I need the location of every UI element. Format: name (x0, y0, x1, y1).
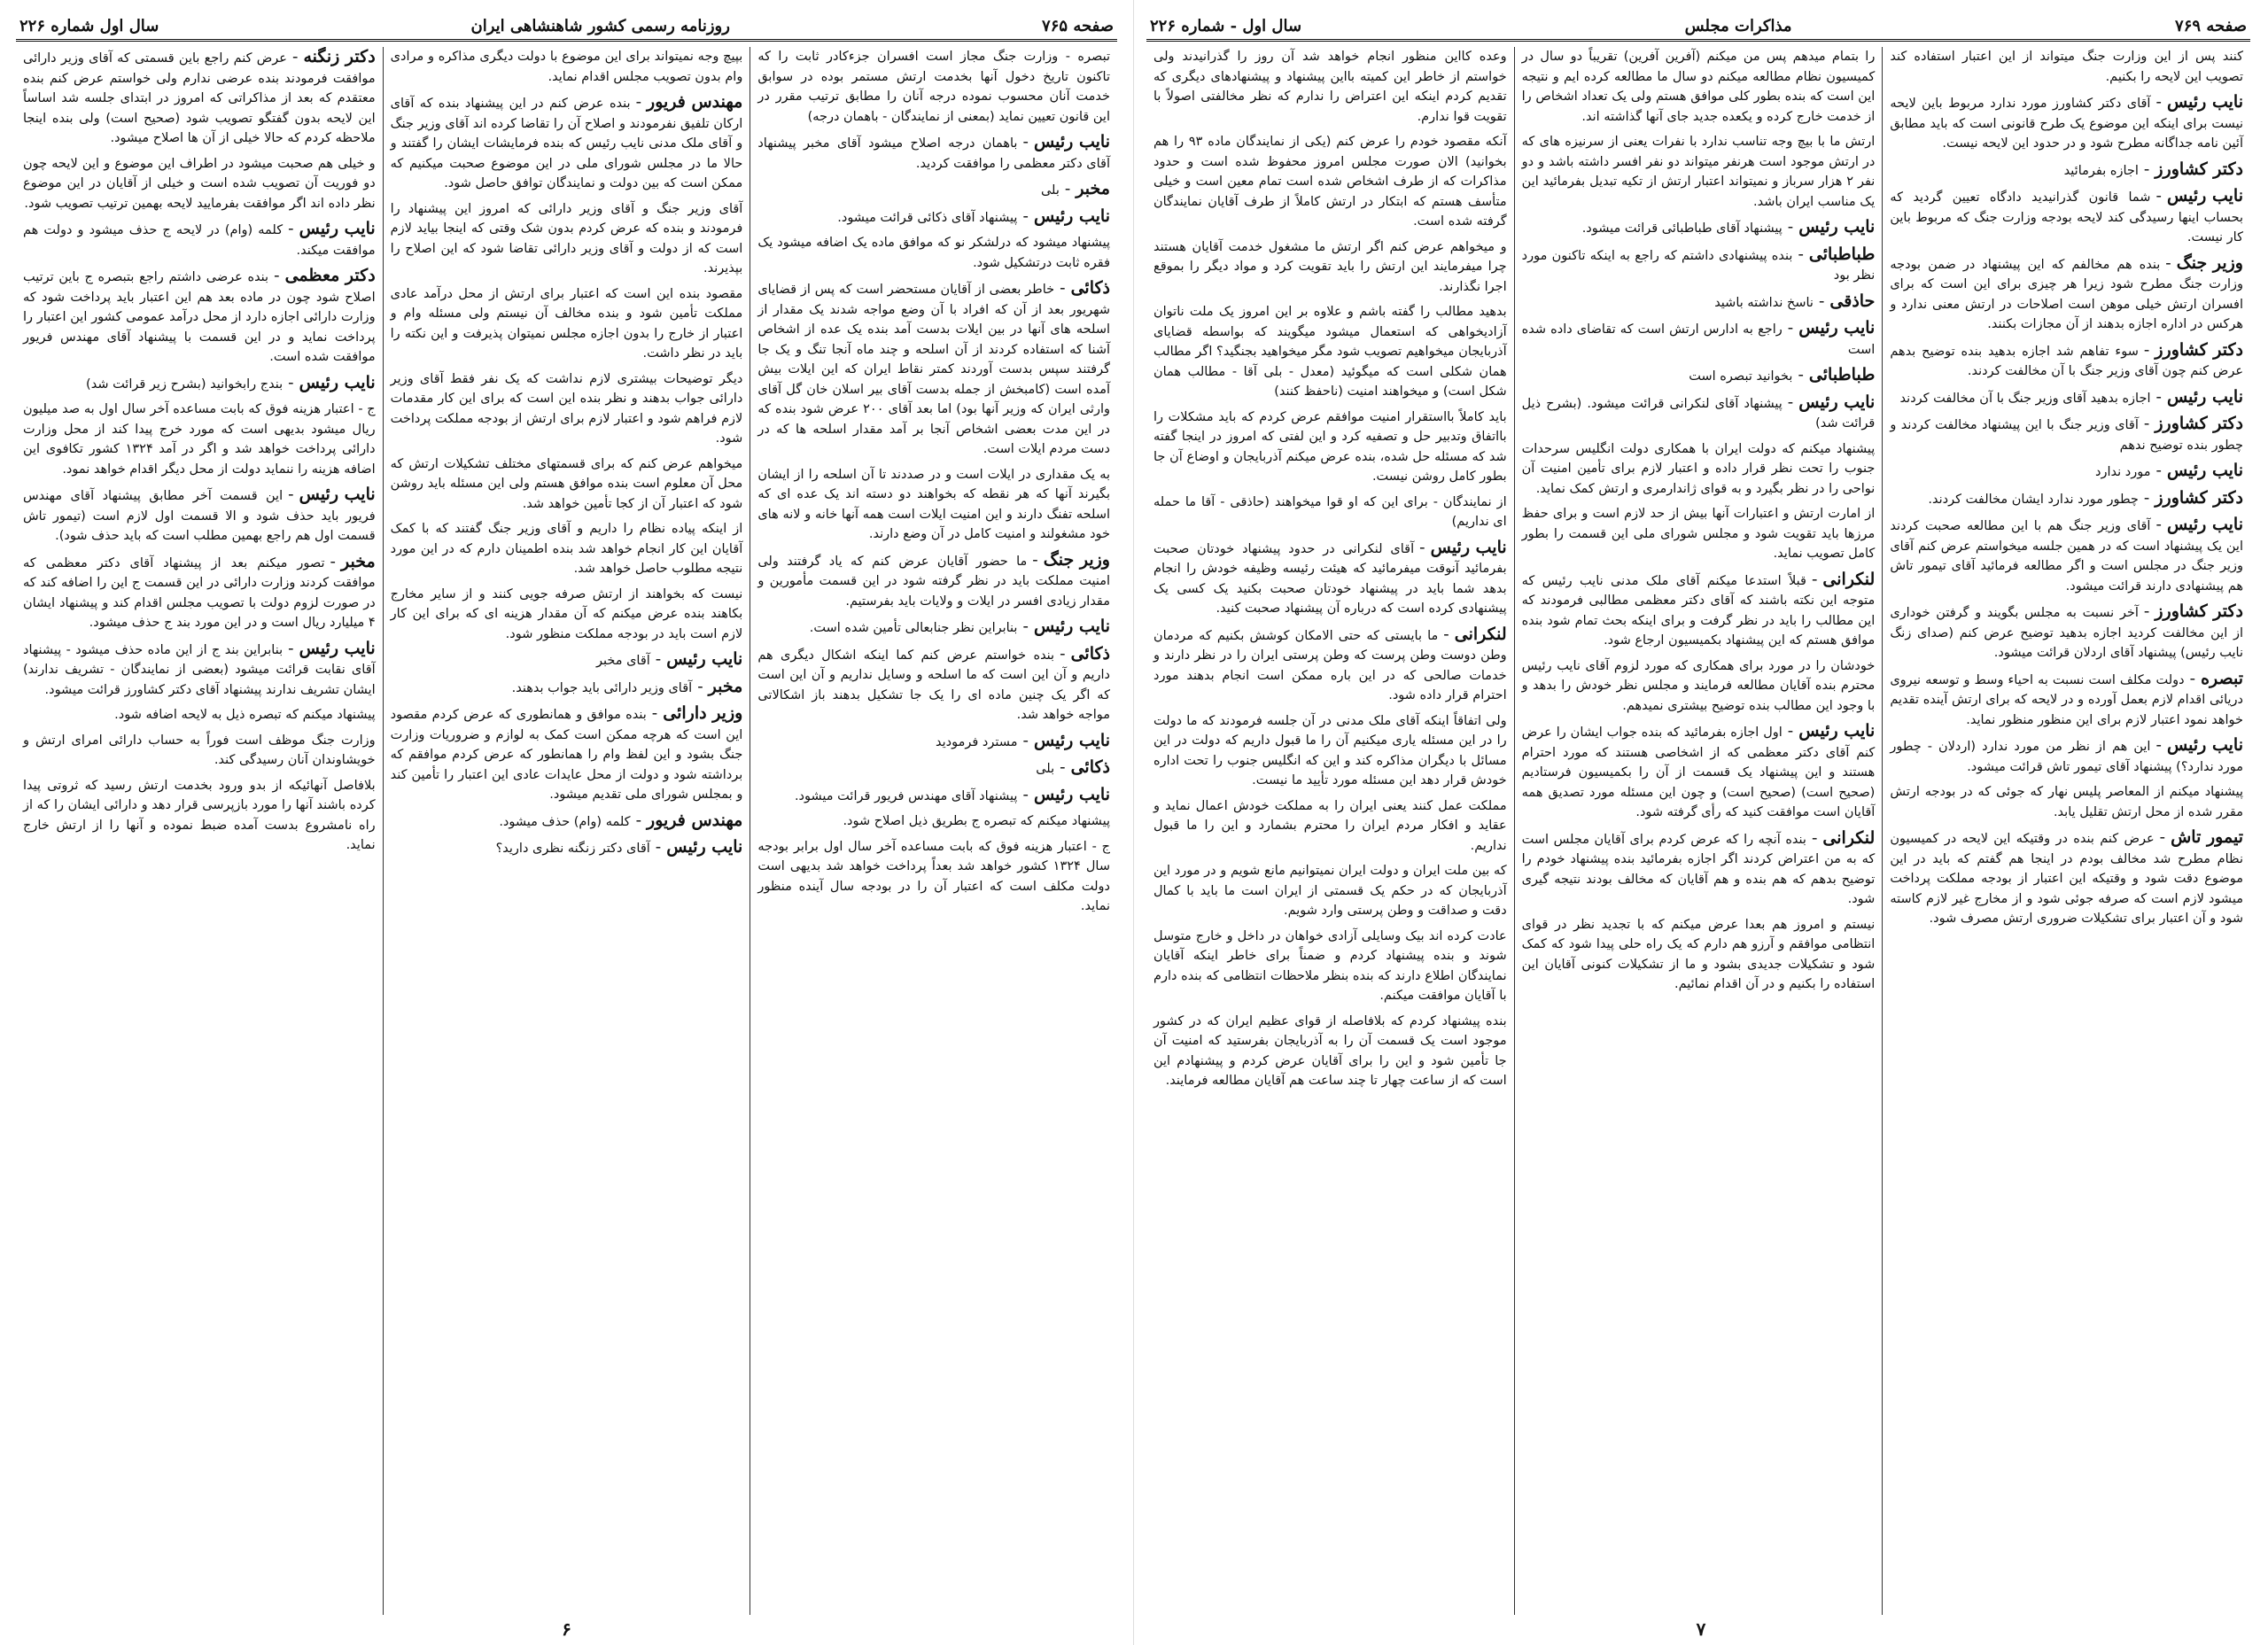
transcript-entry (1153, 927, 1507, 1006)
speech-text: بلی (1036, 762, 1055, 776)
speech-text: مملکت عمل کنند یعنی ایران را به مملکت خودش اعمال نماید و عقاید و افکار مردم ایران را محترم بشمارد و این را ما قبول نداریم. (1153, 798, 1507, 853)
speech-text: شما قانون گذرانیدید دادگاه تعیین گردید که بحساب اینها رسیدگی کند لایحه بودجه وزارت جنگ که مربوط باین کار نیست. (1890, 190, 2243, 244)
transcript-entry (757, 550, 1110, 612)
transcript-entry (1890, 340, 2243, 382)
speech-text: آقای وزیر دارائی باید جواب بدهند. (511, 680, 693, 695)
speech-text: به یک مقداری در ایلات است و در صددند تا آن اسلحه را از ایشان بگیرند آنها که هر نقطه که بخواهند دو دسته اند یک عده ای که اسلحه تفنگ دارند و این امنیت ایلات است همه آنها خانه و لانه های خود مشغولند و امنیت کامل در آن وضع دارند. (757, 467, 1110, 541)
transcript-entry (23, 400, 376, 479)
speaker-name: دکتر کشاورز - (2144, 414, 2243, 433)
speech-text: آقای مخبر (595, 654, 650, 668)
speaker-name: مخبر - (330, 552, 376, 571)
speaker-name: نایب رئیس - (1022, 785, 1110, 804)
speaker-name: مخبر - (697, 677, 742, 696)
speech-text: آقای وزیر جنگ هم با این مطالعه صحبت کردند این یک پیشنهاد است که در همین جلسه میخواستم عرض کنم آقای وزیر جنگ در مجلس است و اگر مطالعه فرمائید آقای تیمور تاش هم پیشنهادی دارند قرائت میشود. (1890, 519, 2243, 594)
speaker-name: نایب رئیس - (656, 837, 743, 857)
transcript-entry (391, 284, 743, 364)
speech-text: مقصود بنده این است که اعتبار برای ارتش از محل درآمد عادی مملکت تأمین شود و بنده مخالف آن نیستم ولی مسئله وام و اعتبار از خارج را بدون اجازه مجلس نمیتوان پذیرفت و این نکته را باید در نظر داشت. (390, 286, 743, 361)
transcript-entry (391, 369, 743, 449)
speech-text: پیشنهاد میکنم که تبصره ذیل به لایحه اضافه شود. (114, 708, 376, 722)
speech-text: از امارت ارتش و اعتبارات آنها بیش از حد لازم است و برای حفظ مرزها باید تقویت شود و مجلس شورای ملی این قسمت را بطور کامل تصویب نماید. (1521, 507, 1876, 561)
speech-text: و خیلی هم صحبت میشود در اطراف این موضوع و این لایحه چون دو فوریت آن تصویب شده است و خیلی از آقایان در این موضوع نظر داده اند اگر موافقت بفرمایید لایحه بهمین ترتیب تصویب شود. (22, 156, 376, 211)
speech-text: وزارت جنگ موظف است فوراً به حساب دارائی امرای ارتش و خویشاوندان آنان رسیدگی کند. (22, 733, 376, 767)
speech-text: بندج رابخوانید (بشرح زیر قرائت شد) (86, 376, 284, 392)
transcript-entry (757, 206, 1110, 229)
text-column (750, 47, 1117, 1615)
speech-text: خودشان را در مورد برای همکاری که مورد لزوم آقای نایب رئیس محترم بنده آقایان مطالعه فرمایند و مجلس نظر خودش را بدهد و با وجود این مطالب بنده توضیح بیشتری نمیدهم. (1521, 658, 1876, 713)
transcript-entry (23, 639, 376, 701)
transcript-entry (757, 731, 1110, 753)
speaker-name: ذکائی - (1060, 757, 1110, 777)
transcript-entry (1153, 132, 1507, 232)
speech-text: مورد ندارد (2095, 465, 2151, 479)
speech-text: کنند پس از این وزارت جنگ میتواند از این اعتبار استفاده کند تصویب این لایحه را بکنیم. (1890, 50, 2243, 84)
transcript-entry (23, 485, 376, 547)
transcript-entry (1522, 318, 1876, 360)
speaker-name: نایب رئیس - (656, 649, 743, 669)
speech-text: سوء تفاهم شد اجازه بدهید بنده توضیح بدهم عرض کنم چون آقای وزیر جنگ با آن مخالفت کردند. (1890, 344, 2243, 378)
transcript-entry (1890, 387, 2243, 409)
transcript-entry (1890, 186, 2243, 248)
transcript-entry (391, 199, 743, 279)
transcript-entry (757, 757, 1110, 780)
speaker-name: نایب رئیس - (1022, 206, 1110, 226)
speech-text: عادت کرده اند بیک وسایلی آزادی خواهان در داخل و خارج متوسل شوند و بنده پیشنهاد کردم و ضمناً برای خاطر اینکه آقایان نمایندگان اطلاع دارند که بنده بنظر ملاحظات انتظامی که بنده دارم با آقایان موافقت میکنم. (1153, 928, 1507, 1003)
speaker-name: نایب رئیس - (2155, 515, 2243, 534)
text-column (1515, 47, 1884, 1615)
speech-text: نیستم و امروز هم بعدا عرض میکنم که با تجدید نظر در قوای انتظامی موافقم و آرزو هم دارم که یک راه حلی پیدا شود که کمک شود و تشکیلات جدیدی بشود و ما از تشکیلات کنونی آقایان این استفاده را بکنیم و در آن اقدام نمائیم. (1521, 917, 1876, 991)
speech-text: اجازه بدهید آقای وزیر جنگ با آن مخالفت کردند (1899, 391, 2151, 406)
transcript-entry (23, 154, 376, 214)
transcript-entry (757, 617, 1110, 639)
text-column (1146, 47, 1515, 1615)
transcript-entry (1153, 796, 1507, 857)
transcript-entry (1153, 493, 1507, 532)
speaker-name: نایب رئیس - (288, 373, 376, 392)
transcript-entry (1522, 217, 1876, 239)
transcript-entry (757, 179, 1110, 201)
page-header (16, 12, 1117, 42)
speaker-name: لنکرانی - (1443, 625, 1506, 644)
speech-text: آقای وزیر جنگ با این پیشنهاد مخالفت کردند و چطور بنده توضیح ندهم (1890, 418, 2243, 453)
page-number: ۶ (562, 1618, 571, 1640)
transcript-entry (1890, 253, 2243, 335)
transcript-entry (1153, 302, 1507, 402)
transcript-entry (391, 519, 743, 579)
speech-text: بنابراین بند ج از این ماده حذف میشود - پیشنهاد آقای نقابت قرائت میشود (بعضی از نمایندگان - تشریف ندارند) ایشان تشریف ندارند پیشنهاد آقای دکتر کشاورز قرائت میشود. (22, 642, 376, 697)
speech-text: این هم از نظر من مورد ندارد (اردلان - چطور مورد ندارد؟) پیشنهاد آقای تیمور تاش قرائت میشود. (1890, 740, 2243, 774)
transcript-entry (391, 47, 743, 87)
speech-text: دیگر توضیحات بیشتری لازم نداشت که یک نفر فقط آقای وزیر دارائی جواب بدهند و نظر بنده این است که برای این کار مقدمات لازم فراهم شود و اعتبار لازم برای ارتش از بودجه مملکت پرداخت شود. (390, 371, 743, 446)
speaker-name: نایب رئیس - (2155, 387, 2243, 407)
transcript-entry (1890, 92, 2243, 154)
speaker-name: ذکائی - (1060, 644, 1110, 663)
speech-text: پیشنهاد میشود که درلشکر نو که موافق ماده یک اضافه میشود یک فقره ثابت درتشکیل شود. (757, 236, 1110, 270)
transcript-entry (1522, 915, 1876, 995)
columns-right (16, 47, 1117, 1615)
speech-text: تصور میکنم بعد از پیشنهاد آقای دکتر معظمی که موافقت کردند وزارت دارائی در این قسمت ج این را اضافه کند که در صورت لزوم دولت با تصویب مجلس اقدام کند و پیشنهاد ایشان ۴ میلیارد ریال است و در این مورد بند ج حذف میشود. (22, 555, 376, 630)
transcript-entry (1522, 47, 1876, 127)
speaker-name: نایب رئیس - (2155, 186, 2243, 206)
transcript-entry (1153, 1012, 1507, 1091)
speech-text: ج - اعتبار هزینه فوق که بابت مساعده آخر سال اول برابر بودجه سال ۱۳۲۴ کشور خواهد شد بعداً پرداخت خواهد شد بدیهی است دولت مکلف است که اعتبار آن را در بودجه سال آینده منظور نماید. (757, 839, 1110, 913)
page-header (1146, 12, 2250, 42)
speech-text: بخوانید تبصره است (1689, 369, 1793, 384)
speech-text: این قسمت آخر مطابق پیشنهاد آقای مهندس فریور باید حذف شود و الا قسمت اول لازم است (تیمور تاش قسمت اول هم راجع بهمین مطلب است که باید حذف شود). (22, 489, 376, 543)
speaker-name: وزیر دارائی - (652, 703, 743, 723)
transcript-entry (1890, 782, 2243, 822)
transcript-entry (1522, 439, 1876, 500)
speaker-name: نایب رئیس - (1788, 392, 1876, 412)
speaker-name: دکتر کشاورز - (2144, 159, 2243, 179)
speaker-name: ذکائی - (1060, 278, 1110, 298)
transcript-entry (1522, 570, 1876, 651)
speech-text: مسترد فرمودید (936, 734, 1018, 749)
speech-text: اول اجازه بفرمائید که بنده جواب ایشان را عرض کنم آقای دکتر معظمی که از اشخاصی هستند که مورد احترام هستند و این پیشنهاد یک قسمت از آن را بکمیسیون فرستادیم (صحیح است) (صحیح است) و چون این مسئله مورد تصدیق همه آقایان است موافقت کنید که رأی گرفته شود. (1521, 726, 1876, 819)
speech-text: تبصره - وزارت جنگ مجاز است افسران جزءکادر ثابت را که تاکنون تاریخ دخول آنها بخدمت ارتش مستمر بوده در سوابق خدمت آنان محسوب نموده درجه آنان را مطابق ترتیب مقرر در این قانون تعیین نماید (بمعنی از نمایندگان - باهمان درجه) (757, 50, 1110, 124)
speech-text: ناسخ نداشته باشید (1714, 295, 1814, 310)
transcript-entry (23, 731, 376, 771)
page-label: صفحه ۷۶۵ (1042, 16, 1114, 35)
speaker-name: نایب رئیس - (288, 639, 376, 658)
transcript-entry (1890, 827, 2243, 929)
speaker-name: تبصره - (2190, 669, 2243, 688)
transcript-entry (1890, 735, 2243, 777)
speech-text: آنکه مقصود خودم را عرض کنم (یکی از نمایندگان ماده ۹۳ را هم بخوانید) الان صورت مجلس امروز محفوظ شده است و حدود مذاکرات که از طرف اشخاص شده است تمام معین است و خیلی متأسف هستم که ابتکار در ارتش کاملاً از طرف آقایان نمایندگان گرفته شده است. (1153, 135, 1507, 229)
transcript-entry (1522, 656, 1876, 717)
transcript-entry (1890, 47, 2243, 87)
transcript-entry (757, 644, 1110, 726)
speaker-name: نایب رئیس - (1788, 721, 1876, 741)
speech-text: ج - اعتبار هزینه فوق که بابت مساعده آخر سال اول به صد میلیون ریال میشود بدیهی است که مورد خرج پیدا کند از محل وزارت دارائی پرداخت خواهد شد و اگر در آمد ۱۳۲۴ کشور تکافوی این اضافه هزینه را ننماید دولت از محل دیگر اقدام خواهد نمود. (22, 402, 376, 477)
speech-text: ما حضور آقایان عرض کنم که یاد گرفتند ولی امنیت مملکت باید در نظر گرفته شود در این قسمت مأمورین و مقدار زیادی افسر در ایلات و ولایات باید بفرستیم. (757, 554, 1110, 609)
speaker-name: دکتر کشاورز - (2144, 601, 2243, 621)
transcript-entry (1890, 159, 2243, 182)
speech-text: اجازه بفرمائید (2063, 163, 2139, 178)
speech-text: بنده هم مخالفم که این پیشنهاد در ضمن بودجه وزارت جنگ مطرح شود زیرا هر چیزی برای این است که برای افسران ارتش خیلی موهن است اصلاحات در ارتش معنی ندارد و هرکس در اداره اجازه بدهند از آن مجازات بکنند. (1890, 257, 2243, 331)
speech-text: بنده آنچه را که عرض کردم برای آقایان مجلس است که به من اعتراض کردند اگر اجازه بفرمائید بنده پیشنهاد خودم را توضیح بدهم که هم بنده و هم آقایان که مخالف بودند نتیجه گیری شود. (1521, 832, 1876, 906)
text-column (16, 47, 384, 1615)
speech-text: بدهید مطالب را گفته باشم و علاوه بر این امروز یک ملت ناتوان آزادیخواهی که استعمال میشود میگویند که بواسطه قضایای آذربایجان میخواهیم تصویب شود مگر میخواهید بجنگید؟ اگر مطالب همان شکلی است که میگوئید (معدل - بلی آقا - مطالب همان شکل است) و میخواهند امنیت (ناحفظ کنند) (1153, 305, 1507, 399)
transcript-entry (1522, 291, 1876, 314)
speech-text: چطور مورد ندارد ایشان مخالفت کردند. (1928, 492, 2139, 507)
columns-left (1146, 47, 2250, 1615)
transcript-entry (1890, 601, 2243, 663)
transcript-entry (1522, 828, 1876, 910)
transcript-entry (23, 219, 376, 260)
transcript-entry (1153, 47, 1507, 127)
transcript-entry (757, 278, 1110, 460)
speaker-name: نایب رئیس - (1788, 217, 1876, 237)
speech-text: آقای لنکرانی در حدود پیشنهاد خودتان صحبت بفرمائید آنوقت میفرمائید که هیئت رئیسه وظیفه خودش را انجام بدهد شما باید در پیشنهاد خودتان صحبت بکنید یک کسی یک پیشنهادی کرده است که درباره آن پیشنهاد صحبت کنید. (1153, 541, 1507, 616)
issue-number: سال اول شماره ۲۲۶ (19, 16, 159, 35)
speech-text: پیشنهاد میکنم که دولت ایران با همکاری دولت انگلیس سرحدات جنوب را تحت نظر قرار داده و اعتبار لازم برای تأمین امنیت آن نواحی را در نظر بگیرد و به قوای ژاندارمری و ارتش کمک نماید. (1521, 441, 1876, 496)
page-number: ۷ (1696, 1618, 1706, 1640)
transcript-entry (391, 92, 743, 194)
speaker-name: نایب رئیس - (1022, 132, 1110, 151)
speech-text: بلی (1040, 183, 1060, 198)
transcript-entry (757, 811, 1110, 832)
speech-text: بنده عرضی داشتم راجع بتبصره ج باین ترتیب اصلاح شود چون در ماده بعد هم این اعتبار باید پرداخت شود که وزارت دارائی اجازه دارد از محل درآمد عمومی کشور این اعتبار را پرداخت نماید و در این قسمت با پیشنهاد آقای مهندس فریور موافقت شده است. (22, 270, 376, 364)
speech-text: پیشنهاد میکنم که تبصره ج بطریق ذیل اصلاح شود. (843, 814, 1110, 828)
transcript-entry (1890, 414, 2243, 455)
speech-text: را بتمام میدهم پس من میکنم (آفرین آفرین) تقریباً دو سال در کمیسیون نظام مطالعه میکنم دو سال ما مطالعه کرده ایم و نتیجه این است که بنده بطور کلی موافق هستم ولی یک تعداد اشخاص را از خدمت خارج کرده و یکعده جدید جای آنها گذاشته اند. (1521, 50, 1876, 124)
speaker-name: مخبر - (1065, 179, 1110, 198)
speech-text: دولت مکلف است نسبت به احیاء وسط و توسعه نیروی دریائی اقدام لازم بعمل آورده و در لایحه که برای ارتش آینده تقدیم خواهد نمود اعتبار لازم برای این منظور منظور نماید. (1890, 672, 2243, 727)
speech-text: بنده موافق و همانطوری که عرض کردم مقصود این است که هرچه ممکن است کمک به لوازم و ضروریات وزارت جنگ بشود و این لفظ وام را همانطور که عرض کردم موافقم که برداشته شود و دولت از محل عایدات عادی این اعتبار را تأمین کند و بمجلس شورای ملی تقدیم میشود. (390, 708, 743, 802)
speech-text: ارتش ما با بیچ وجه تناسب ندارد با نفرات یعنی از سرنیزه های که در ارتش موجود است هرنفر میتواند دو نفر افسر داشته باشد و دو نفر ۲ هزار سرباز و نمیتواند اعتبار ارتش از تکیه تبدیل بفرمائید این یک مناسب ایران باشد. (1521, 135, 1876, 209)
transcript-entry (23, 373, 376, 395)
transcript-entry (391, 703, 743, 805)
speech-text: آقای وزیر جنگ و آقای وزیر دارائی که امروز این پیشنهاد را فرمودند و بنده که عرض کردم بدون شک وقتی که اینجا بیاید لازم است که از دولت و آقای وزیر دارائی تقاضا شود که این اصلاح را بپذیرند. (390, 201, 743, 275)
transcript-entry (1153, 407, 1507, 487)
speaker-name: لنکرانی - (1812, 828, 1875, 848)
page-left (1134, 0, 2268, 1645)
transcript-entry (757, 47, 1110, 127)
page-label: صفحه ۷۶۹ (2175, 16, 2247, 35)
speaker-name: نایب رئیس - (2155, 461, 2243, 480)
speech-text: کلمه (وام) در لایحه ج حذف میشود و دولت هم موافقت میکند. (22, 223, 376, 258)
speaker-name: مهندس فریور - (636, 92, 743, 112)
transcript-entry (23, 47, 376, 149)
transcript-entry (757, 465, 1110, 545)
speaker-name: نایب رئیس - (288, 219, 376, 238)
transcript-entry (1522, 504, 1876, 564)
speaker-name: دکتر کشاورز - (2144, 340, 2243, 360)
speech-text: بلافاصل آنهائیکه از بدو ورود بخدمت ارتش رسید که ثروتی پیدا کرده باشند آنها را مورد بازپرسی قرار دهد و دارائی ایشان را که از راه نامشروع بدست آمده ضبط نموده و آنها را از ارتش خارج نماید. (22, 778, 376, 852)
speaker-name: دکتر زنگنه - (292, 47, 376, 66)
speech-text: پیشنهاد میکنم از المعاصر پلیس نهار که جوئی که در بودجه ارتش مقرر شده از محل ارتش تقلیل یابد. (1890, 785, 2243, 819)
speaker-name: وزیر جنگ - (2165, 253, 2243, 273)
speech-text: بنده پیشنهاد کردم که بلافاصله از قوای عظیم ایران که در کشور موجود است یک قسمت آن را به آذربایجان بفرستید که امنیت آن جا تأمین شود و این را برای آقایان عرض کردم و پیشنهادم این است که از ساعت چهار تا چند ساعت هم آقایان مطالعه فرمایند. (1153, 1013, 1507, 1088)
speech-text: عرض کنم بنده در وقتیکه این لایحه در کمیسیون نظام مطرح شد مخالف بودم در اینجا هم گفتم که باید در این موضوع دقت شود و وقتیکه این اعتبار از بودجه مملکت پرداخت میشود لازم است که صرفه جوئی شود و از مخارج غیر لازم کاسته شود و آن اعتبار برای تشکیلات ضروری ارتش مصرف شود. (1890, 832, 2243, 926)
speech-text: از اینکه پیاده نظام را داریم و آقای وزیر جنگ گفتند که با کمک آقایان این کار انجام خواهد شد بنده اطمینان دارم که در این مورد نتیجه مطلوب حاصل خواهد شد. (390, 522, 743, 576)
speech-text: کلمه (وام) حذف میشود. (499, 814, 631, 829)
speech-text: ولی اتفاقاً اینکه آقای ملک مدنی در آن جلسه فرمودند که ما دولت را در این مسئله یاری میکنیم آن را ما قبول داریم که دولت در این مسائل با دیگران مذاکره کند و این که انگلیس جنوب را تحت اداره خودش قرار دهد این مسئله مورد تأیید ما نیست. (1153, 713, 1507, 788)
speech-text: آقای دکتر زنگنه نظری دارید؟ (495, 842, 650, 856)
transcript-entry (23, 552, 376, 633)
speech-text: پیشنهاد آقای ذکائی قرائت میشود. (837, 210, 1018, 225)
speech-text: بپیچ وجه نمیتواند برای این موضوع با دولت دیگری مذاکره و مرادی وام بدون تصویب مجلس اقدام نماید. (390, 50, 743, 84)
transcript-entry (1522, 244, 1876, 286)
speech-text: که بین ملت ایران و دولت ایران نمیتوانیم مانع شویم و در مورد این آذربایجان که در حکم یک قسمتی از ایران است ما باید با کمال دقت و صداقت و وطن پرستی وارد شویم. (1153, 864, 1507, 918)
transcript-entry (1522, 721, 1876, 823)
transcript-entry (23, 266, 376, 368)
speech-text: بنابراین نظر جنابعالی تأمین شده است. (809, 621, 1018, 635)
speaker-name: نایب رئیس - (288, 485, 376, 504)
speech-text: بنده خواستم عرض کنم کما اینکه اشکال دیگری هم داریم و آن این است که ما اسلحه و وسایل نداریم و آن این است که اگر یک چنین ماده ای را یک جا تشکیل بدهند باز اشکالاتی مواجه خواهد شد. (757, 648, 1110, 722)
issue-number: سال اول - شماره ۲۲۶ (1150, 16, 1302, 35)
speaker-name: حاذقی - (1819, 291, 1875, 311)
speech-text: باید کاملاً بااستقرار امنیت موافقم عرض کردم که باید مشکلات را بااتفاق وتدبیر حل و تصفیه کرد و این لفتی که امروز در اینجا گفته شد که مسئله حل شده، بنده عرض میکنم آذربایجان و اوضاع آن جا بطور کامل روشن نیست. (1153, 409, 1507, 484)
speaker-name: نایب رئیس - (2155, 735, 2243, 755)
speech-text: بنده پیشنهادی داشتم که راجع به اینکه تاکنون مورد نظر بود (1521, 248, 1876, 283)
speech-text: ما بایستی که حتی الامکان کوشش بکنیم که مردمان وطن دوست وطن پرست که وطن پرستی ایران را در نظر دارند و خدمات صالحی که در این باره ممکن است انجام بدهند مورد احترام قرار داده شود. (1153, 628, 1507, 702)
speech-text: پیشنهاد آقای لنکرانی قرائت میشود. (بشرح ذیل قرائت شد) (1521, 396, 1876, 431)
transcript-entry (23, 705, 376, 726)
transcript-entry (1890, 488, 2243, 510)
transcript-entry (391, 837, 743, 859)
speech-text: آقای دکتر کشاورز مورد ندارد مربوط باین لایحه نیست برای اینکه این موضوع یک طرح قانونی است که باید مطابق آئین نامه جداگانه مطرح شود و در حدود این لایحه نیست. (1890, 97, 2243, 151)
transcript-entry (1890, 461, 2243, 483)
transcript-entry (391, 811, 743, 833)
transcript-entry (391, 454, 743, 515)
speech-text: باهمان درجه اصلاح میشود آقای مخبر پیشنهاد آقای دکتر معظمی را موافقت کردید. (757, 136, 1110, 171)
speech-text: میخواهم عرض کنم که برای قسمتهای مختلف تشکیلات ارتش که محل آن معلوم است بنده موافق هستم ولی این مسئله باید روشن شود که اعتبار آن از کجا تأمین خواهد شد. (390, 456, 743, 511)
transcript-entry (1522, 365, 1876, 387)
speech-text: آخر نسبت به مجلس بگویند و گرفتن خوداری از این مخالفت کردید اجازه بدهید توضیح عرض کنم (صدای زنگ نایب رئیس) پیشنهاد آقای اردلان قرائت میشود. (1890, 606, 2243, 660)
speech-text: قبلاً استدعا میکنم آقای ملک مدنی نایب رئیس که متوجه این نکته باشند که آقای دکتر معظمی مطالبی فرمودند که این مطالب را باید در نظر گرفت و برای اینکه بحث تمام شود بنده موافق هستم که این پیشنهاد بکمیسیون ارجاع شود. (1521, 573, 1876, 648)
transcript-entry (391, 585, 743, 645)
speaker-name: طباطبائی - (1798, 244, 1875, 264)
speech-text: پیشنهاد آقای طباطبائی قرائت میشود. (1581, 221, 1783, 236)
transcript-entry (1522, 132, 1876, 212)
speaker-name: نایب رئیس - (1788, 318, 1876, 338)
transcript-entry (1890, 669, 2243, 731)
speech-text: پیشنهاد آقای مهندس فریور قرائت میشود. (794, 788, 1018, 803)
speaker-name: دکتر کشاورز - (2144, 488, 2243, 508)
transcript-entry (1153, 711, 1507, 791)
page-title: مذاکرات مجلس (1684, 16, 1792, 35)
text-column (1883, 47, 2250, 1615)
speech-text: عرض کنم راجع باین قسمتی که آقای وزیر دارائی موافقت فرمودند بنده عرضی ندارم ولی خواستم عرض کنم بنده معتقدم که بعد از مذاکراتی که امروز در ابتدای جلسه شد اساساً این لایحه بدون گفتگو تصویب شود (صحیح است) ولی بنده اینجا ملاحظه کردم که حالا خیلی از آن ها اصلاح میشود. (22, 51, 376, 145)
text-column (384, 47, 751, 1615)
transcript-entry (757, 785, 1110, 807)
speaker-name: مهندس فریور - (636, 811, 743, 830)
speaker-name: نایب رئیس - (2155, 92, 2243, 112)
speaker-name: وزیر جنگ - (1032, 550, 1110, 570)
speech-text: نیست که بخواهند از ارتش صرفه جویی کنند و از سایر مخارج بکاهند بنده عرض میکنم که آن مقدار هزینه ای که برای این کار لازم است باید در بودجه مملکت منظور شود. (390, 586, 743, 641)
speaker-name: نایب رئیس - (1022, 731, 1110, 750)
speech-text: بنده عرض کنم در این پیشنهاد بنده که آقای ارکان تلفیق نفرمودند و اصلاح آن را تقاضا کرده اند آقای وزیر جنگ و آقای ملک مدنی نایب رئیس که بنده فرمایشات ایشان را گفتند و حالا ما در مجلس شورای ملی در این موضوع صحبت میکنیم که ممکن است که بین دولت و نمایندگان توافق حاصل شود. (390, 97, 743, 190)
speaker-name: نایب رئیس - (1022, 617, 1110, 636)
transcript-entry (1153, 625, 1507, 706)
transcript-entry (1890, 515, 2243, 596)
transcript-entry (1522, 392, 1876, 434)
speaker-name: نایب رئیس - (1419, 538, 1507, 557)
transcript-entry (391, 649, 743, 671)
transcript-entry (1153, 237, 1507, 298)
speech-text: از نمایندگان - برای این که او قوا میخواهند (حاذقی - آقا ما حمله ای نداریم) (1153, 494, 1507, 529)
speech-text: و میخواهم عرض کنم اگر ارتش ما مشغول خدمت آقایان هستند چرا میفرمایند این ارتش را باید تقویت کرد و مواد دیگر را بموقع اجرا نگذارند. (1153, 239, 1507, 294)
transcript-entry (757, 233, 1110, 273)
speaker-name: تیمور تاش - (2160, 827, 2243, 847)
speaker-name: طباطبائی - (1798, 365, 1875, 384)
speech-text: وعده کااین منظور انجام خواهد شد آن روز را گذرانیدند ولی خواستم از خاطر این کمیته بااین پیشنهاد و پیشنهادهای دیگری که تقدیم کردم اینکه این اعتراض را ندارم که نظر مخالفتی اصولاً با تقویت قوا ندارم. (1153, 50, 1507, 124)
speaker-name: دکتر معظمی - (274, 266, 376, 285)
speaker-name: لنکرانی - (1812, 570, 1875, 589)
transcript-entry (23, 776, 376, 856)
transcript-entry (391, 677, 743, 699)
transcript-entry (1153, 538, 1507, 619)
transcript-entry (1153, 861, 1507, 921)
transcript-entry (757, 837, 1110, 917)
transcript-entry (757, 132, 1110, 174)
speech-text: خاطر بعضی از آقایان مستحضر است که پس از قضایای شهریور بعد از آن که افراد با آن وضع مواجه شدند یک مقدار از اسلحه های آنها در بین ایلات بدست آمد بنده یک عده از اشخاص آشنا که استفاده کردند از آن اسلحه و چند ماه آنجا تنگ و یک جا گرفتند سپس بدست آوردند کمتر نقاط ایران که این ایلات بیش آمده است (کامبخش از جمله بدست آقای بیر اسلان خان گل آقای وارثی ایران که وزیر آنها بود) اما بعد آقای ۲۰۰ عرض شود بنده که در این مدت بعضی اشخاص آنجا بر آمد مقدار اسلحه ها که در دست مردم ایلات است. (757, 283, 1110, 456)
speech-text: راجع به ادارس ارتش است که تقاضای داده شده است (1521, 322, 1876, 357)
page-title: روزنامه رسمی کشور شاهنشاهی ایران (470, 16, 730, 35)
